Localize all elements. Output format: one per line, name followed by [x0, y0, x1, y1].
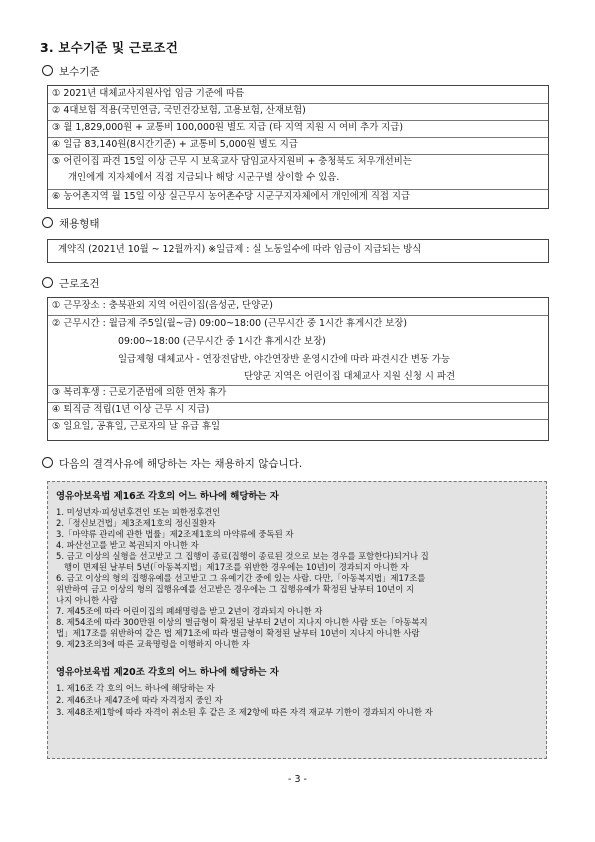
law20-title: 영유아보육법 제20조 각호의 어느 하나에 해당하는 자 [56, 667, 279, 678]
law20-line: 3. 제48조제1항에 따라 자격이 취소된 후 같은 조 제2항에 따른 자격 재교부 기한이 경과되지 아니한 자 [56, 707, 433, 717]
disqualify-heading [42, 456, 302, 471]
condition-item: ① 근무장소 : 충북관외 지역 어린이집(음성군, 단양군) [52, 300, 273, 311]
law20-line: 2. 제46조나 제47조에 따라 자격정지 중인 자 [56, 695, 223, 705]
pay-item: ① 2021년 대체교사지원사업 임금 기준에 따름 [52, 88, 245, 99]
condition-item: ③ 복리후생 : 근로기준법에 의한 연차 휴가 [52, 387, 227, 398]
employment-heading-label: 채용형태 [59, 218, 100, 230]
law20-line: 1. 제16조 각 호의 어느 하나에 해당하는 자 [56, 683, 215, 693]
law16-line: 위반하여 금고 이상의 형의 집행유예를 선고받은 경우에는 그 집행유예가 확정된 날부터 10년이 지 [56, 584, 415, 594]
disqualify-heading-label: 다음의 결격사유에 해당하는 자는 채용하지 않습니다. [59, 458, 303, 470]
circle-bullet-icon [42, 217, 53, 228]
conditions-box [47, 297, 549, 441]
section-title: 3. 보수기준 및 근로조건 [40, 40, 178, 55]
law16-line: 3.「마약류 관리에 관한 법률」제2조제1호의 마약류에 중독된 자 [56, 529, 294, 539]
law16-line: 5. 금고 이상의 실형을 선고받고 그 집행이 종료(집행이 종료된 것으로 보는 경우를 포함한다)되거나 집 [56, 551, 429, 561]
condition-item: ② 근무시간 : 월급제 주5일(월~금) 09:00~18:00 (근무시간 중 1시간 휴게시간 보장) [52, 318, 408, 329]
conditions-heading-label: 근로조건 [59, 278, 100, 290]
condition-item: 일급제형 대체교사 - 연장전담반, 야간연장반 운영시간에 따라 파견시간 변동 가능 [118, 354, 451, 365]
employment-heading [42, 216, 100, 231]
disqualify-box [47, 481, 547, 759]
law16-line: 2.「정신보건법」제3조제1호의 정신질환자 [56, 518, 216, 528]
law16-line: 행이 면제된 날부터 5년(「아동복지법」제17조를 위반한 경우에는 10년)이 경과되지 아니한 자 [64, 562, 409, 572]
law16-line: 9. 제23조의3에 따른 교육명령을 이행하지 아니한 자 [56, 639, 250, 649]
condition-item: 단양군 지역은 어린이집 대체교사 지원 신청 시 파견 [244, 371, 456, 382]
condition-item: ⑤ 일요일, 공휴일, 근로자의 날 유급 휴일 [52, 421, 221, 432]
pay-item: 개인에게 지자체에서 직접 지급되나 해당 시군구별 상이할 수 있음. [68, 172, 340, 183]
page-number: - 3 - [288, 774, 307, 785]
employment-text: 계약직 (2021년 10월 ~ 12월까지) ※일급제 : 실 노동일수에 따라 임금이 지급되는 방식 [58, 244, 422, 255]
pay-heading-label: 보수기준 [59, 66, 100, 78]
pay-item: ⑥ 농어촌지역 월 15일 이상 실근무시 농어촌수당 시군구지자체에서 개인에게 직접 지급 [52, 191, 411, 202]
pay-item: ⑤ 어린이집 파견 15일 이상 근무 시 보육교사 담임교사지원비 + 충청북도 처우개선비는 [52, 156, 412, 167]
condition-item: ④ 퇴직금 적립(1년 이상 근무 시 지급) [52, 404, 210, 415]
conditions-heading [42, 276, 100, 291]
law16-line: 8. 제54조에 따라 300만원 이상의 벌금형이 확정된 날부터 2년이 지나지 아니한 사람 또는「아동복지 [56, 617, 428, 627]
employment-box [47, 239, 549, 263]
pay-box [47, 85, 549, 209]
pay-item: ④ 일급 83,140원(8시간기준) + 교통비 5,000원 별도 지급 [52, 139, 298, 150]
law16-line: 4. 파산선고를 받고 복권되지 아니한 자 [56, 540, 199, 550]
pay-item: ② 4대보험 적용(국민연금, 국민건강보험, 고용보험, 산재보험) [52, 105, 306, 116]
pay-heading [42, 64, 100, 79]
row-divider [48, 315, 548, 316]
pay-item: ③ 월 1,829,000원 + 교통비 100,000원 별도 지급 (타 지역 지원 시 여비 추가 지급) [52, 122, 404, 133]
law16-line: 1. 미성년자·피성년후견인 또는 피한정후견인 [56, 507, 221, 517]
condition-item: 09:00~18:00 (근무시간 중 1시간 휴게시간 보장) [118, 336, 326, 347]
circle-bullet-icon [42, 457, 53, 468]
circle-bullet-icon [42, 277, 53, 288]
law16-line: 나지 아니한 사람 [56, 595, 118, 605]
law16-title: 영유아보육법 제16조 각호의 어느 하나에 해당하는 자 [56, 491, 279, 502]
law16-line: 6. 금고 이상의 형의 집행유예를 선고받고 그 유예기간 중에 있는 사람. 다만,「아동복지법」제17조를 [56, 573, 426, 583]
law16-line: 법」제17조를 위반하여 같은 법 제71조에 따라 벌금형이 확정된 날부터 10년이 지나지 아니한 사람 [56, 628, 420, 638]
law16-line: 7. 제45조에 따라 어린이집의 폐쇄명령을 받고 2년이 경과되지 아니한 자 [56, 606, 323, 616]
circle-bullet-icon [42, 65, 53, 76]
